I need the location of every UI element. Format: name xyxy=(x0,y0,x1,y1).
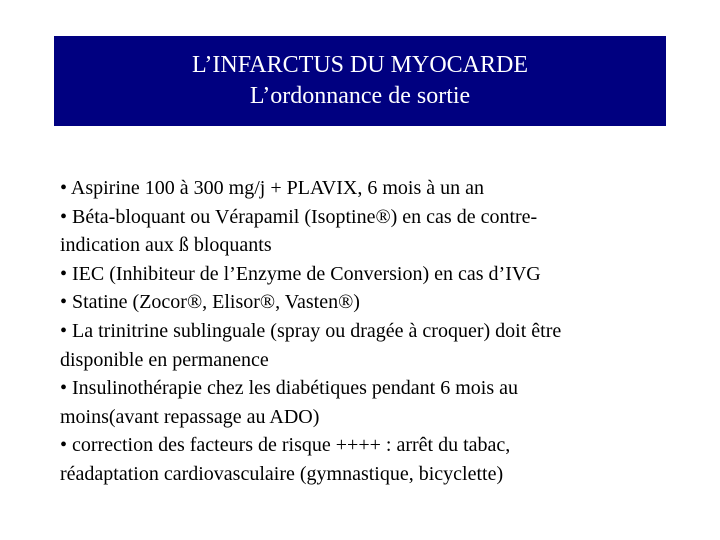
bullet-item-trinitrine xyxy=(60,317,680,374)
slide-subtitle: L’ordonnance de sortie xyxy=(249,83,471,109)
bullet-text: • Aspirine 100 à 300 mg/j + PLAVIX, 6 mois à un an xyxy=(60,177,485,199)
bullet-text-continuation: moins(avant repassage au ADO) xyxy=(60,405,320,428)
bullet-item-aspirine xyxy=(60,174,680,203)
bullet-text-continuation: disponible en permanence xyxy=(60,348,269,371)
bullet-text: • Béta-bloquant ou Vérapamil (Isoptine®) en cas de contre- xyxy=(60,205,538,228)
bullet-item-iec xyxy=(60,260,680,289)
bullet-text-continuation: réadaptation cardiovasculaire (gymnastique, bicyclette) xyxy=(60,462,504,485)
bullet-text: • IEC (Inhibiteur de l’Enzyme de Conversion) en cas d’IVG xyxy=(60,262,541,285)
bullet-list xyxy=(60,174,680,489)
bullet-text: • Insulinothérapie chez les diabétiques pendant 6 mois au xyxy=(60,377,518,400)
slide-title-box xyxy=(54,36,666,126)
bullet-item-statine xyxy=(60,288,680,317)
bullet-item-facteurs-risque xyxy=(60,431,680,488)
bullet-text-continuation: indication aux ß bloquants xyxy=(60,234,272,257)
bullet-text: • La trinitrine sublinguale (spray ou dragée à croquer) doit être xyxy=(60,319,562,342)
bullet-text: • correction des facteurs de risque ++++ : arrêt du tabac, xyxy=(60,434,511,457)
bullet-item-beta-bloquant xyxy=(60,203,680,260)
bullet-text: • Statine (Zocor®, Elisor®, Vasten®) xyxy=(60,291,360,314)
bullet-item-insulinotherapie xyxy=(60,374,680,431)
slide-title: L’INFARCTUS DU MYOCARDE xyxy=(191,52,529,78)
